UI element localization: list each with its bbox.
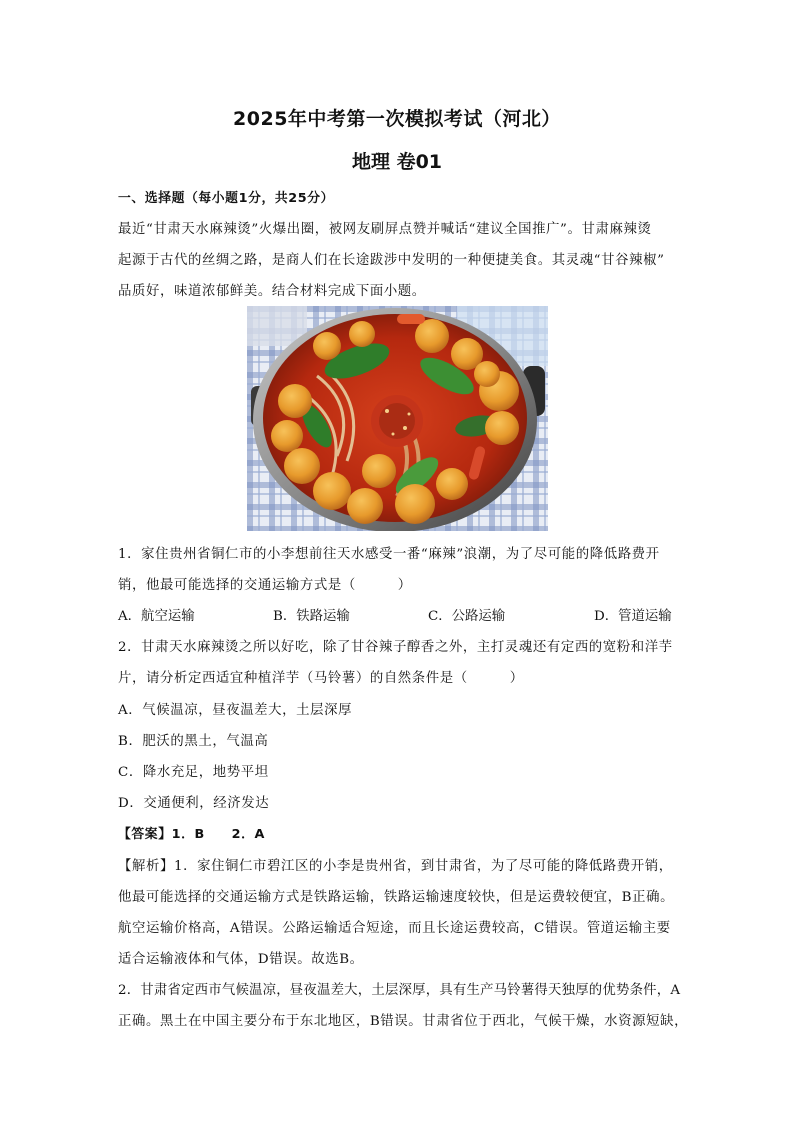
question-2-stem: 片，请分析定西适宜种植洋芋（马铃薯）的自然条件是（ ） — [118, 671, 524, 686]
analysis-line: 正确。黑土在中国主要分布于东北地区，B错误。甘肃省位于西北，气候干燥，水资源短缺， — [118, 1014, 689, 1029]
q2-option-d: D．交通便利，经济发达 — [118, 796, 270, 811]
q2-option-b: B．肥沃的黑土，气温高 — [118, 734, 269, 749]
material-line: 起源于古代的丝绸之路，是商人们在长途跋涉中发明的一种便捷美食。其灵魂“甘谷辣椒” — [118, 253, 665, 268]
analysis-line: 他最可能选择的交通运输方式是铁路运输，铁路运输速度较快，但是运费较便宜，B正确。 — [118, 890, 675, 905]
analysis-line: 适合运输液体和气体，D错误。故选B。 — [118, 952, 364, 967]
section-heading: 一、选择题（每小题1分，共25分） — [118, 191, 335, 206]
question-1-stem: 销，他最可能选择的交通运输方式是（ ） — [118, 578, 412, 593]
question-2-stem: 2．甘肃天水麻辣烫之所以好吃，除了甘谷辣子醇香之外，主打灵魂还有定西的宽粉和洋芋 — [118, 640, 673, 655]
analysis-line: 航空运输价格高，A错误。公路运输适合短途，而且长途运费较高，C错误。管道运输主要 — [118, 921, 671, 936]
analysis-line: 【解析】1．家住铜仁市碧江区的小李是贵州省，到甘肃省，为了尽可能的降低路费开销， — [118, 859, 673, 874]
analysis-line: 2．甘肃省定西市气候温凉，昼夜温差大，土层深厚，具有生产马铃薯得天独厚的优势条件，A — [118, 983, 681, 998]
q1-option-c: C．公路运输 — [428, 609, 506, 624]
q1-option-a: A．航空运输 — [118, 609, 195, 624]
exam-subtitle: 地理 卷01 — [351, 151, 443, 173]
question-1-stem: 1．家住贵州省铜仁市的小李想前往天水感受一番“麻辣”浪潮，为了尽可能的降低路费开 — [118, 547, 660, 562]
q1-option-d: D．管道运输 — [594, 609, 672, 624]
material-line: 最近“甘肃天水麻辣烫”火爆出圈，被网友刷屏点赞并喊话“建议全国推广”。甘肃麻辣烫 — [118, 222, 652, 237]
exam-title: 2025年中考第一次模拟考试（河北） — [233, 108, 561, 130]
q2-option-c: C．降水充足，地势平坦 — [118, 765, 269, 780]
material-line: 品质好，味道浓郁鲜美。结合材料完成下面小题。 — [118, 284, 426, 299]
q2-option-a: A．气候温凉，昼夜温差大，土层深厚 — [118, 703, 353, 718]
q1-option-b: B．铁路运输 — [273, 609, 350, 624]
answer-line: 【答案】1．B 2．A — [118, 827, 266, 842]
malatang-photo — [247, 306, 548, 531]
